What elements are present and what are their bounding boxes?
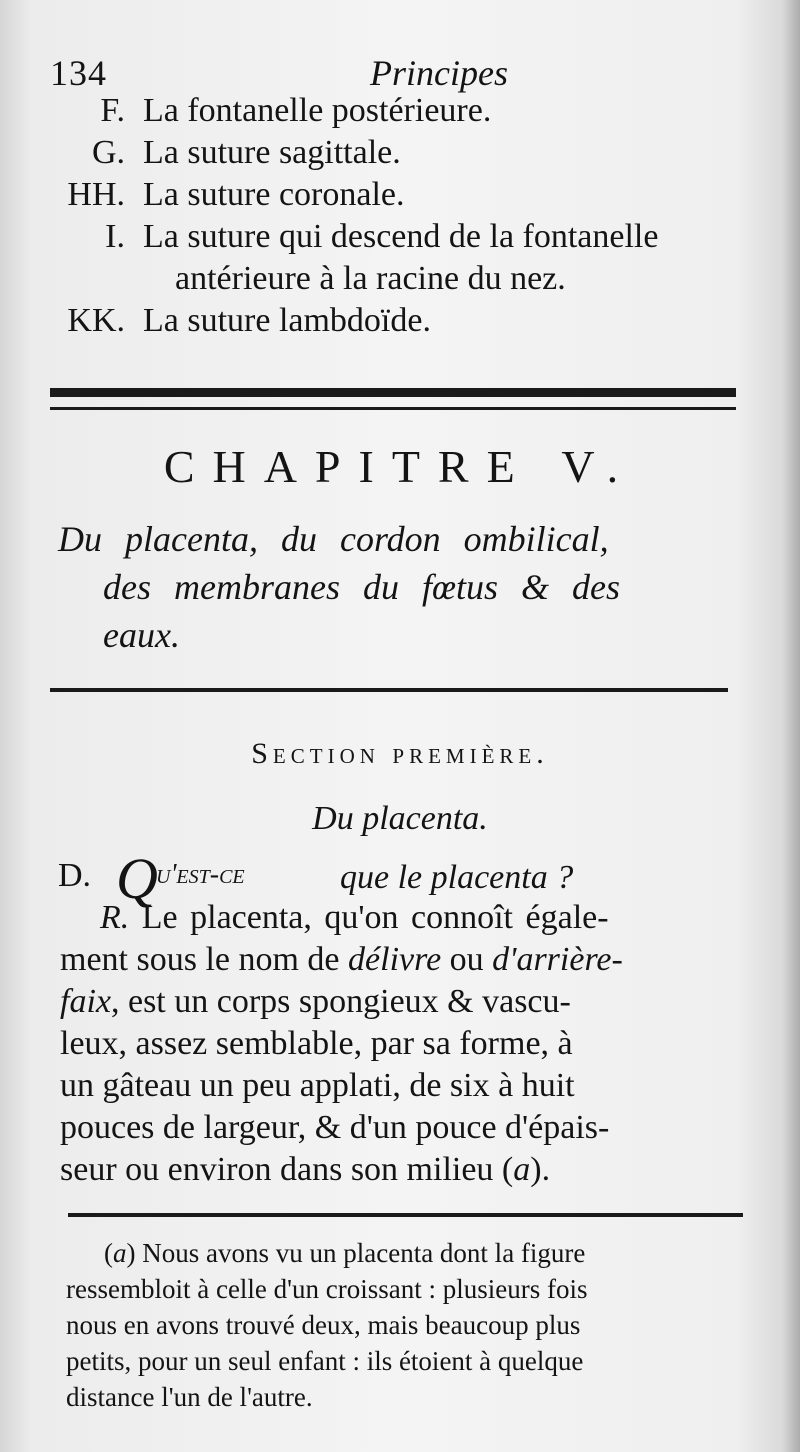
legend-key: G. bbox=[91, 134, 125, 171]
footnote-line: distance l'un de l'autre. bbox=[66, 1382, 313, 1412]
legend-text: La fontanelle postérieure. bbox=[143, 92, 492, 129]
legend-text: La suture lambdoïde. bbox=[143, 302, 431, 339]
legend-text: La suture sagittale. bbox=[143, 134, 401, 171]
chapter-subtitle bbox=[58, 515, 758, 659]
legend-item bbox=[40, 90, 760, 132]
legend-key: KK. bbox=[67, 302, 125, 339]
answer-line: leux, assez semblable, par sa forme, à bbox=[60, 1025, 573, 1062]
legend-text: La suture coronale. bbox=[143, 176, 405, 213]
legend-item bbox=[40, 216, 760, 258]
footnote-line: ressembloit à celle d'un croissant : plusieurs fois bbox=[66, 1274, 588, 1304]
page-edge-shadow bbox=[782, 0, 800, 1452]
footnote-line: (a) Nous avons vu un placenta dont la figure bbox=[104, 1238, 586, 1268]
footnote bbox=[66, 1235, 756, 1415]
legend-item-continuation bbox=[40, 258, 760, 300]
legend-item bbox=[40, 174, 760, 216]
footnote-marker: a bbox=[113, 1238, 127, 1268]
section-rule bbox=[50, 688, 728, 692]
answer-line: ment sous le nom de délivre ou d'arrière- bbox=[60, 941, 623, 978]
legend-key: F. bbox=[100, 92, 125, 129]
chapter-subtitle-line: Du placenta, du cordon ombilical, bbox=[58, 519, 609, 559]
answer-line: faix, est un corps spongieux & vascu- bbox=[60, 983, 571, 1020]
legend-item bbox=[40, 132, 760, 174]
answer-line: R. Le placenta, qu'on connoît égale- bbox=[100, 899, 609, 936]
answer-line: un gâteau un peu applati, de six à huit bbox=[60, 1067, 575, 1104]
answer-paragraph bbox=[60, 897, 750, 1191]
answer-line: pouces de largeur, & d'un pouce d'épais- bbox=[60, 1109, 610, 1146]
legend-continuation: antérieure à la racine du nez. bbox=[175, 260, 566, 297]
ornamental-rule-thin bbox=[50, 407, 736, 410]
chapter-subtitle-line: eaux. bbox=[103, 615, 180, 655]
running-title: Principes bbox=[370, 53, 508, 93]
page-number: 134 bbox=[50, 53, 107, 93]
chapter-subtitle-line: des membranes du fœtus & des bbox=[103, 567, 620, 607]
footnote-line: petits, pour un seul enfant : ils étoient à quelque bbox=[66, 1346, 584, 1376]
answer-marker: R. bbox=[100, 899, 130, 936]
section-subtitle: Du placenta. bbox=[312, 800, 488, 837]
figure-legend bbox=[40, 90, 760, 342]
legend-item bbox=[40, 300, 760, 342]
footnote-line: nous en avons trouvé deux, mais beaucoup plus bbox=[66, 1310, 581, 1340]
question-small-caps: u'est-ce bbox=[156, 859, 245, 890]
legend-key: I. bbox=[105, 218, 125, 255]
question-marker: D. bbox=[58, 857, 92, 894]
section-title: Section première. bbox=[251, 737, 549, 770]
answer-line: seur ou environ dans son milieu (a). bbox=[60, 1151, 551, 1188]
question bbox=[58, 845, 758, 911]
legend-text: La suture qui descend de la fontanelle bbox=[143, 218, 659, 255]
chapter-title: CHAPITRE V. bbox=[163, 441, 637, 492]
footnote-rule bbox=[68, 1213, 743, 1217]
legend-key: HH. bbox=[67, 176, 125, 213]
drop-cap: Q bbox=[116, 846, 158, 911]
question-text: que le placenta ? bbox=[340, 859, 574, 896]
ornamental-rule-thick bbox=[50, 388, 736, 397]
